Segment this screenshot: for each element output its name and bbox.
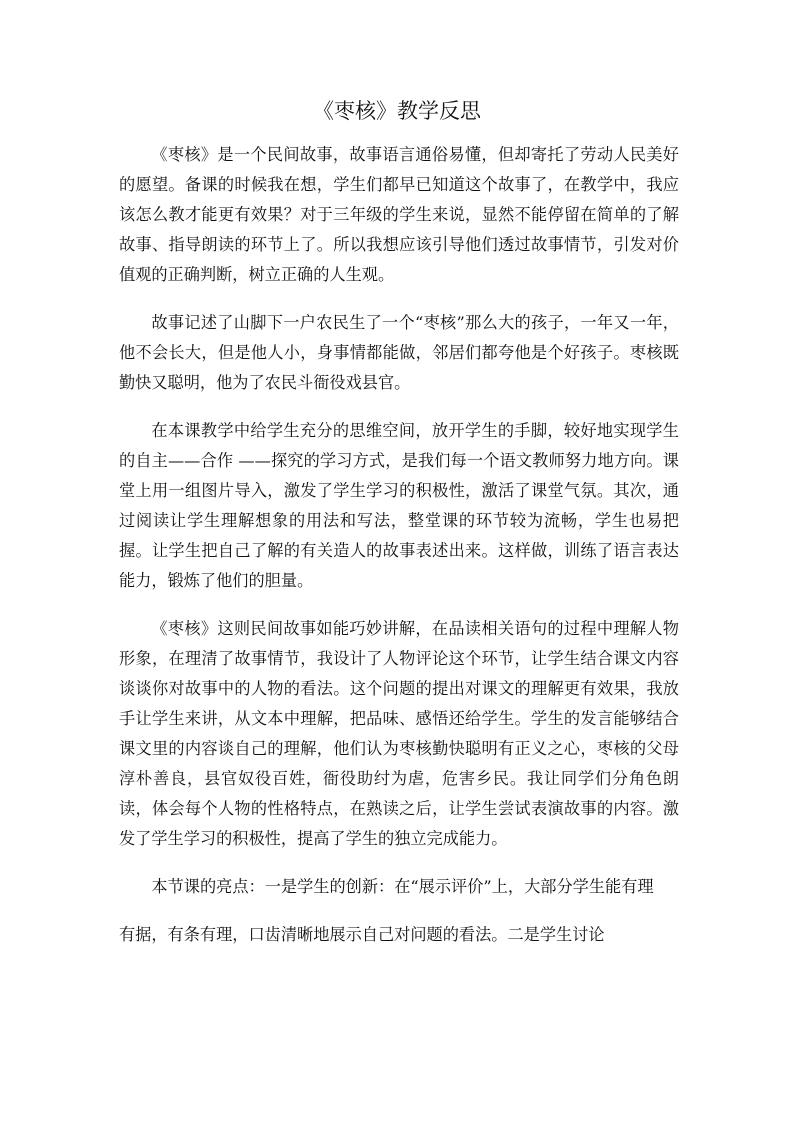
paragraph-highlights: 本节课的亮点：一是学生的创新：在“展示评价”上，大部分学生能有理 (151, 877, 654, 896)
paragraph-teaching-method: 在本课教学中给学生充分的思维空间，放开学生的手脚，较好地实现学生的自主——合作 ——探究的学习方式，是我们每一个语文教师努力地方向。课堂上用一组图片导入，激发了学生学习的积极性，激活了课堂气氛。其次，通过阅读让学生理解想象的用法和写法，整堂课的环节较为流畅，学生也易把握。让学生把自己了解的有关造人的故事表述出来。这样做，训练了语言表达能力，锻炼了他们的胆量。 (119, 421, 679, 590)
paragraph-character-discussion: 《枣核》这则民间故事如能巧妙讲解，在品读相关语句的过程中理解人物形象，在理清了故事情节，我设计了人物评论这个环节，让学生结合课文内容谈谈你对故事中的人物的看法。这个问题的提出对课文的理解更有效果，我放手让学生来讲，从文本中理解，把品味、感悟还给学生。学生的发言能够结合课文里的内容谈自己的理解，他们认为枣核勤快聪明有正义之心，枣核的父母淳朴善良，县官奴役百姓，衙役助纣为虐，危害乡民。我让同学们分角色朗读，体会每个人物的性格特点，在熟读之后，让学生尝试表演故事的内容。激发了学生学习的积极性，提高了学生的独立完成能力。 (119, 619, 679, 848)
paragraph-intro: 《枣核》是一个民间故事，故事语言通俗易懂，但却寄托了劳动人民美好的愿望。备课的时候我在想，学生们都早已知道这个故事了，在教学中，我应该怎么教才能更有效果？对于三年级的学生来说，显然不能停留在简单的了解故事、指导朗读的环节上了。所以我想应该引导他们透过故事情节，引发对价值观的正确判断，树立正确的人生观。 (119, 145, 679, 284)
document-body (119, 140, 679, 968)
paragraph-story-summary: 故事记述了山脚下一户农民生了一个“枣核”那么大的孩子，一年又一年，他不会长大，但是他人小，身事情都能做，邻居们都夸他是个好孩子。枣核既勤快又聪明，他为了农民斗衙役戏县官。 (119, 313, 679, 392)
paragraph-highlights-continued: 有据，有条有理，口齿清晰地展示自己对问题的看法。二是学生讨论 (119, 925, 605, 944)
document-title: 《枣核》教学反思 (313, 99, 481, 123)
